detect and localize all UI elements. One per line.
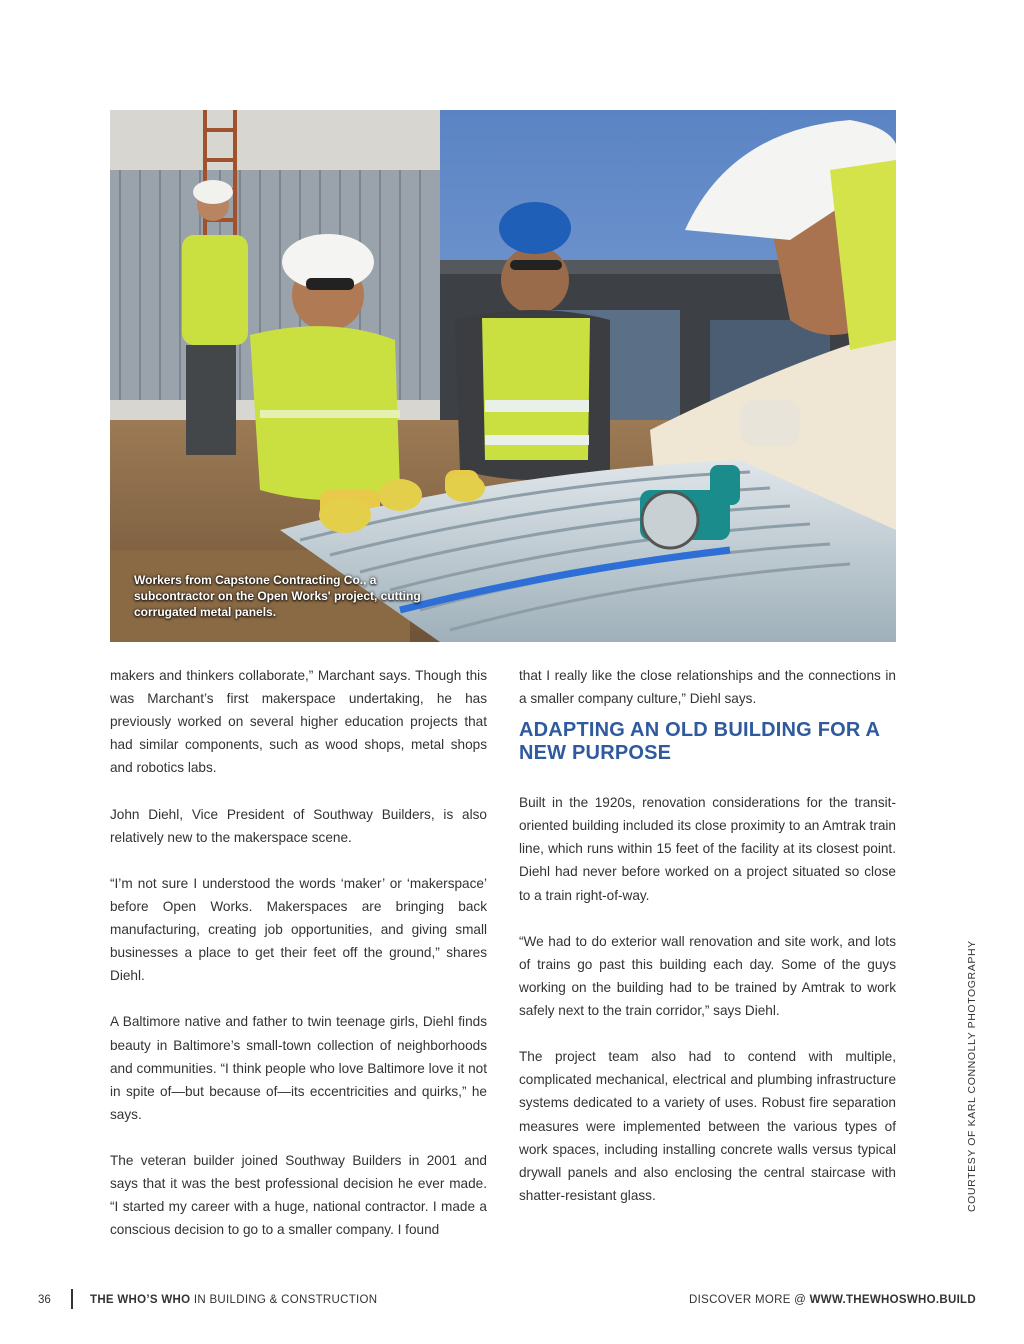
discover-more: [689, 1292, 976, 1308]
workers-photo-illustration: [110, 110, 896, 642]
body-paragraph: A Baltimore native and father to twin teenage girls, Diehl finds beauty in Baltimore’s small-town collection of neighborhoods and communities. “I think people who love Baltimore love it not in spite of—but because of—its eccentricities and quirks,” he says.: [110, 1014, 487, 1122]
body-paragraph: makers and thinkers collaborate,” Marchant says. Though this was Marchant’s first makerspace undertaking, he has previously worked on several higher education projects that had similar components, such as wood shops, metal shops and robotics labs.: [110, 668, 487, 776]
publication-name-bold: THE WHO’S WHO: [90, 1294, 191, 1306]
body-paragraph: The project team also had to contend with multiple, complicated mechanical, electrical and plumbing infrastructure systems dedicated to a variety of uses. Robust fire separation measures were implemented between the various types of work spaces, including installing concrete walls versus typical drywall panels and also enclosing the central staircase with shatter-resistant glass.: [519, 1049, 896, 1203]
body-paragraph: The veteran builder joined Southway Builders in 2001 and says that it was the best professional decision he ever made. “I started my career with a huge, national contractor. I made a conscious decision to go to a smaller company. I found: [110, 1152, 487, 1238]
body-paragraph: that I really like the close relationships and the connections in a smaller company culture,” Diehl says.: [519, 668, 896, 707]
left-column: [110, 664, 487, 1264]
body-paragraph: “We had to do exterior wall renovation and site work, and lots of trains go past this building each day. Some of the guys working on the building had to be trained by Amtrak to work safely next to the train corridor,” says Diehl.: [519, 933, 896, 1019]
photo-caption: Workers from Capstone Contracting Co., a subcontractor on the Open Works' project, cutting corrugated metal panels.: [134, 573, 421, 619]
body-paragraph: Built in the 1920s, renovation considerations for the transit-oriented building included its close proximity to an Amtrak train line, which runs within 15 feet of the facility at its closest point. Diehl had never before worked on a project situated so close to a train right-of-way.: [519, 795, 896, 903]
feature-photo: [110, 110, 896, 642]
page-number: 36: [38, 1294, 51, 1306]
publication-name-rest: IN BUILDING & CONSTRUCTION: [190, 1294, 378, 1306]
section-heading: ADAPTING AN OLD BUILDING FOR A NEW PURPOSE: [519, 719, 880, 765]
discover-prefix: DISCOVER MORE @: [689, 1294, 810, 1306]
body-paragraph: John Diehl, Vice President of Southway Builders, is also relatively new to the makerspace scene.: [110, 806, 487, 845]
body-paragraph: “I’m not sure I understood the words ‘maker’ or ‘makerspace’ before Open Works. Makerspaces are bringing back manufacturing, creating job opportunities, and giving small businesses a place to get their feet off the ground,” shares Diehl.: [110, 875, 487, 984]
photo-credit: COURTESY OF KARL CONNOLLY PHOTOGRAPHY: [966, 940, 978, 1212]
website-link[interactable]: WWW.THEWHOSWHO.BUILD: [809, 1294, 976, 1306]
right-column: [519, 664, 896, 1230]
footer-divider: [71, 1289, 73, 1309]
publication-name: [90, 1292, 377, 1308]
